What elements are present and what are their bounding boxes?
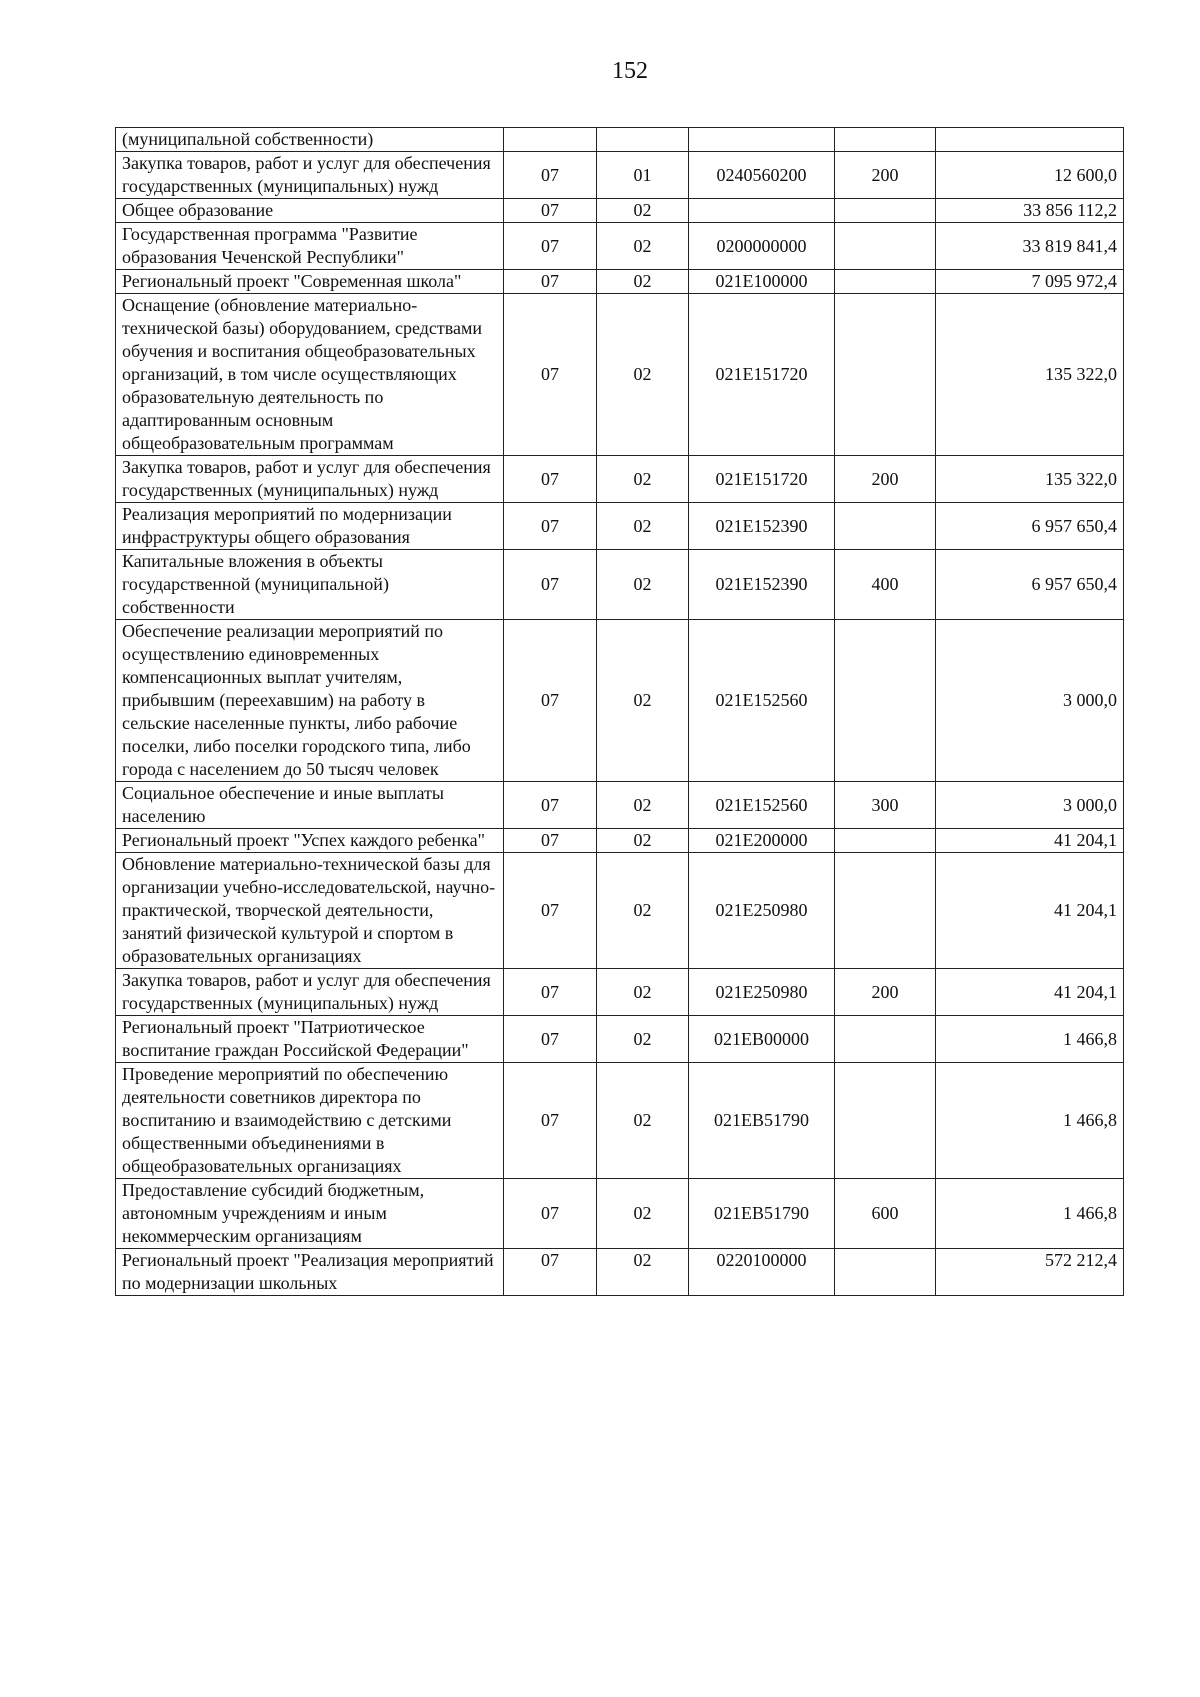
- table-row: [116, 1016, 1124, 1063]
- target-item-code-cell: 0240560200: [689, 152, 835, 199]
- expense-type-code-cell: [835, 1249, 936, 1296]
- table-row: [116, 1179, 1124, 1249]
- subsection-code-cell: [597, 128, 689, 152]
- subsection-code-cell: 01: [597, 152, 689, 199]
- section-code-cell: 07: [504, 620, 597, 782]
- target-item-code-cell: [689, 199, 835, 223]
- subsection-code-cell: 02: [597, 550, 689, 620]
- item-name-cell: Обеспечение реализации мероприятий по осуществлению единовременных компенсационных выплат учителям, прибывшим (переехавшим) на работу в сельские населенные пункты, либо рабочие поселки, либо поселки городского типа, либо города с населением до 50 тысяч человек: [116, 620, 504, 782]
- amount-cell: 135 322,0: [936, 456, 1124, 503]
- amount-cell: 1 466,8: [936, 1063, 1124, 1179]
- target-item-code-cell: 021E152390: [689, 503, 835, 550]
- table-row: [116, 128, 1124, 152]
- section-code-cell: 07: [504, 1249, 597, 1296]
- target-item-code-cell: 021EB51790: [689, 1179, 835, 1249]
- section-code-cell: 07: [504, 853, 597, 969]
- table-row: [116, 620, 1124, 782]
- amount-cell: 1 466,8: [936, 1179, 1124, 1249]
- target-item-code-cell: 021E250980: [689, 969, 835, 1016]
- item-name-cell: Региональный проект "Современная школа": [116, 270, 504, 294]
- expense-type-code-cell: 200: [835, 969, 936, 1016]
- amount-cell: 6 957 650,4: [936, 550, 1124, 620]
- table-row: [116, 853, 1124, 969]
- section-code-cell: 07: [504, 456, 597, 503]
- amount-cell: 33 819 841,4: [936, 223, 1124, 270]
- subsection-code-cell: 02: [597, 620, 689, 782]
- target-item-code-cell: [689, 128, 835, 152]
- table-row: [116, 456, 1124, 503]
- subsection-code-cell: 02: [597, 270, 689, 294]
- subsection-code-cell: 02: [597, 1249, 689, 1296]
- item-name-cell: Региональный проект "Патриотическое воспитание граждан Российской Федерации": [116, 1016, 504, 1063]
- expense-type-code-cell: [835, 128, 936, 152]
- amount-cell: 135 322,0: [936, 294, 1124, 456]
- budget-table: [115, 127, 1124, 1296]
- table-row: [116, 782, 1124, 829]
- table-row: [116, 1249, 1124, 1296]
- target-item-code-cell: 021E152390: [689, 550, 835, 620]
- amount-cell: 3 000,0: [936, 782, 1124, 829]
- target-item-code-cell: 021E200000: [689, 829, 835, 853]
- section-code-cell: 07: [504, 294, 597, 456]
- item-name-cell: Предоставление субсидий бюджетным, автономным учреждениям и иным некоммерческим организациям: [116, 1179, 504, 1249]
- section-code-cell: 07: [504, 270, 597, 294]
- target-item-code-cell: 021EB00000: [689, 1016, 835, 1063]
- item-name-cell: Общее образование: [116, 199, 504, 223]
- amount-cell: 572 212,4: [936, 1249, 1124, 1296]
- amount-cell: [936, 128, 1124, 152]
- target-item-code-cell: 021E151720: [689, 456, 835, 503]
- section-code-cell: 07: [504, 782, 597, 829]
- expense-type-code-cell: [835, 1016, 936, 1063]
- table-row: [116, 550, 1124, 620]
- amount-cell: 41 204,1: [936, 853, 1124, 969]
- section-code-cell: 07: [504, 223, 597, 270]
- section-code-cell: 07: [504, 1016, 597, 1063]
- section-code-cell: 07: [504, 1179, 597, 1249]
- subsection-code-cell: 02: [597, 223, 689, 270]
- item-name-cell: Капитальные вложения в объекты государственной (муниципальной) собственности: [116, 550, 504, 620]
- subsection-code-cell: 02: [597, 829, 689, 853]
- amount-cell: 41 204,1: [936, 969, 1124, 1016]
- amount-cell: 3 000,0: [936, 620, 1124, 782]
- expense-type-code-cell: [835, 1063, 936, 1179]
- amount-cell: 41 204,1: [936, 829, 1124, 853]
- table-row: [116, 270, 1124, 294]
- table-row: [116, 969, 1124, 1016]
- target-item-code-cell: 021E151720: [689, 294, 835, 456]
- expense-type-code-cell: 200: [835, 152, 936, 199]
- amount-cell: 1 466,8: [936, 1016, 1124, 1063]
- subsection-code-cell: 02: [597, 1179, 689, 1249]
- section-code-cell: 07: [504, 199, 597, 223]
- subsection-code-cell: 02: [597, 456, 689, 503]
- expense-type-code-cell: [835, 829, 936, 853]
- subsection-code-cell: 02: [597, 853, 689, 969]
- section-code-cell: 07: [504, 1063, 597, 1179]
- target-item-code-cell: 0220100000: [689, 1249, 835, 1296]
- expense-type-code-cell: 400: [835, 550, 936, 620]
- item-name-cell: Проведение мероприятий по обеспечению деятельности советников директора по воспитанию и взаимодействию с детскими общественными объединениями в общеобразовательных организациях: [116, 1063, 504, 1179]
- expense-type-code-cell: [835, 294, 936, 456]
- amount-cell: 6 957 650,4: [936, 503, 1124, 550]
- table-row: [116, 829, 1124, 853]
- item-name-cell: Региональный проект "Реализация мероприятий по модернизации школьных: [116, 1249, 504, 1296]
- subsection-code-cell: 02: [597, 199, 689, 223]
- table-row: [116, 1063, 1124, 1179]
- expense-type-code-cell: [835, 853, 936, 969]
- item-name-cell: (муниципальной собственности): [116, 128, 504, 152]
- page-number: 152: [612, 58, 648, 84]
- expense-type-code-cell: 300: [835, 782, 936, 829]
- item-name-cell: Реализация мероприятий по модернизации инфраструктуры общего образования: [116, 503, 504, 550]
- section-code-cell: 07: [504, 969, 597, 1016]
- subsection-code-cell: 02: [597, 1063, 689, 1179]
- item-name-cell: Социальное обеспечение и иные выплаты населению: [116, 782, 504, 829]
- amount-cell: 12 600,0: [936, 152, 1124, 199]
- table-row: [116, 294, 1124, 456]
- expense-type-code-cell: 600: [835, 1179, 936, 1249]
- subsection-code-cell: 02: [597, 294, 689, 456]
- target-item-code-cell: 021E152560: [689, 782, 835, 829]
- item-name-cell: Закупка товаров, работ и услуг для обеспечения государственных (муниципальных) нужд: [116, 969, 504, 1016]
- item-name-cell: Закупка товаров, работ и услуг для обеспечения государственных (муниципальных) нужд: [116, 456, 504, 503]
- target-item-code-cell: 021E250980: [689, 853, 835, 969]
- target-item-code-cell: 021E100000: [689, 270, 835, 294]
- subsection-code-cell: 02: [597, 1016, 689, 1063]
- amount-cell: 33 856 112,2: [936, 199, 1124, 223]
- section-code-cell: 07: [504, 503, 597, 550]
- expense-type-code-cell: [835, 270, 936, 294]
- amount-cell: 7 095 972,4: [936, 270, 1124, 294]
- expense-type-code-cell: [835, 223, 936, 270]
- table-row: [116, 199, 1124, 223]
- item-name-cell: Оснащение (обновление материально-технической базы) оборудованием, средствами обучения и воспитания общеобразовательных организаций, в том числе осуществляющих образовательную деятельность по адаптированным основным общеобразовательным программам: [116, 294, 504, 456]
- target-item-code-cell: 021E152560: [689, 620, 835, 782]
- section-code-cell: 07: [504, 550, 597, 620]
- target-item-code-cell: 0200000000: [689, 223, 835, 270]
- subsection-code-cell: 02: [597, 503, 689, 550]
- item-name-cell: Обновление материально-технической базы для организации учебно-исследовательской, научно-практической, творческой деятельности, занятий физической культурой и спортом в образовательных организациях: [116, 853, 504, 969]
- item-name-cell: Региональный проект "Успех каждого ребенка": [116, 829, 504, 853]
- table-row: [116, 223, 1124, 270]
- table-row: [116, 152, 1124, 199]
- budget-table-body: [116, 128, 1124, 1296]
- expense-type-code-cell: 200: [835, 456, 936, 503]
- item-name-cell: Государственная программа "Развитие образования Чеченской Республики": [116, 223, 504, 270]
- subsection-code-cell: 02: [597, 969, 689, 1016]
- item-name-cell: Закупка товаров, работ и услуг для обеспечения государственных (муниципальных) нужд: [116, 152, 504, 199]
- expense-type-code-cell: [835, 620, 936, 782]
- target-item-code-cell: 021EB51790: [689, 1063, 835, 1179]
- expense-type-code-cell: [835, 503, 936, 550]
- section-code-cell: 07: [504, 152, 597, 199]
- table-row: [116, 503, 1124, 550]
- section-code-cell: 07: [504, 829, 597, 853]
- subsection-code-cell: 02: [597, 782, 689, 829]
- expense-type-code-cell: [835, 199, 936, 223]
- section-code-cell: [504, 128, 597, 152]
